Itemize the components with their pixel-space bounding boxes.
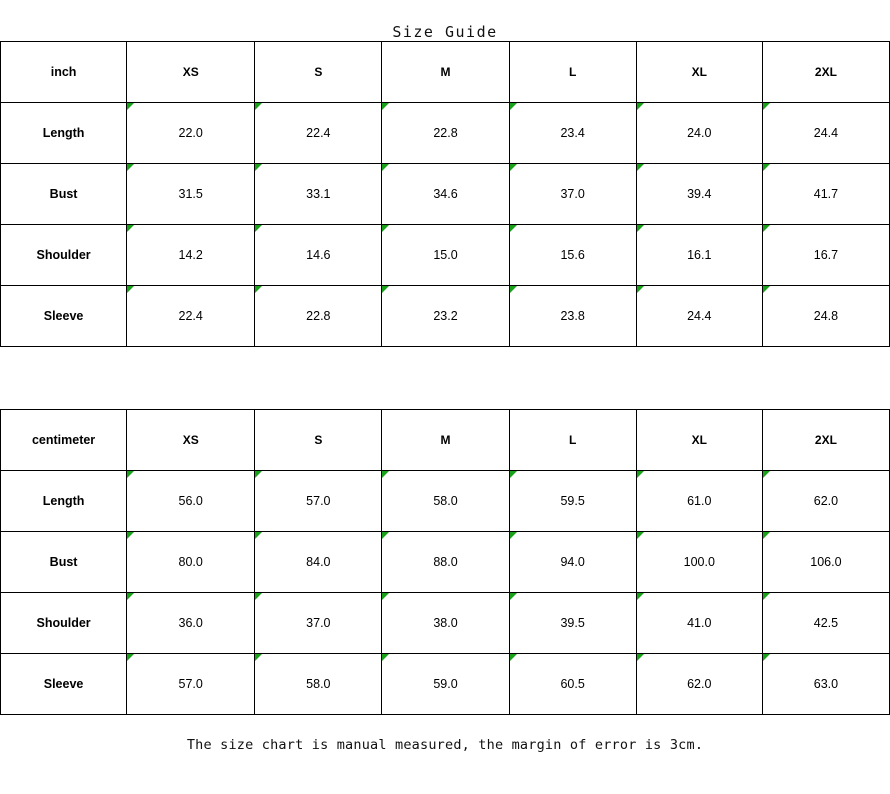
cell-value: 23.4 — [509, 103, 636, 164]
cell-value: 41.7 — [762, 164, 889, 225]
cell-value: 23.2 — [382, 286, 509, 347]
cell-value: 24.8 — [762, 286, 889, 347]
cell-value: 94.0 — [509, 532, 636, 593]
cell-value: 62.0 — [762, 471, 889, 532]
cell-value: 59.0 — [382, 654, 509, 715]
measurement-disclaimer: The size chart is manual measured, the margin of error is 3cm. — [186, 737, 704, 753]
cell-value: 15.6 — [509, 225, 636, 286]
page-title: Size Guide — [392, 23, 498, 41]
unit-label-inch: inch — [1, 42, 127, 103]
cell-value: 57.0 — [255, 471, 382, 532]
column-header-l: L — [509, 410, 636, 471]
table-header-row — [1, 410, 890, 471]
column-header-xl: XL — [636, 42, 762, 103]
row-label-shoulder: Shoulder — [1, 225, 127, 286]
table-row — [1, 286, 890, 347]
column-header-l: L — [509, 42, 636, 103]
size-table-centimeter — [0, 409, 890, 715]
cell-value: 22.4 — [127, 286, 255, 347]
cell-value: 59.5 — [509, 471, 636, 532]
cell-value: 58.0 — [382, 471, 509, 532]
row-label-length: Length — [1, 103, 127, 164]
table-row — [1, 593, 890, 654]
cell-value: 38.0 — [382, 593, 509, 654]
column-header-xs: XS — [127, 42, 255, 103]
cell-value: 34.6 — [382, 164, 509, 225]
cell-value: 33.1 — [255, 164, 382, 225]
table-gap-divider — [0, 347, 890, 409]
cell-value: 58.0 — [255, 654, 382, 715]
cell-value: 62.0 — [636, 654, 762, 715]
cell-value: 80.0 — [127, 532, 255, 593]
row-label-sleeve: Sleeve — [1, 286, 127, 347]
cell-value: 16.1 — [636, 225, 762, 286]
cell-value: 14.6 — [255, 225, 382, 286]
cell-value: 61.0 — [636, 471, 762, 532]
cell-value: 56.0 — [127, 471, 255, 532]
column-header-2xl: 2XL — [762, 42, 889, 103]
cell-value: 23.8 — [509, 286, 636, 347]
cell-value: 88.0 — [382, 532, 509, 593]
cell-value: 42.5 — [762, 593, 889, 654]
table-row — [1, 654, 890, 715]
cell-value: 39.4 — [636, 164, 762, 225]
row-label-length: Length — [1, 471, 127, 532]
cell-value: 63.0 — [762, 654, 889, 715]
column-header-m: M — [382, 410, 509, 471]
cell-value: 37.0 — [509, 164, 636, 225]
cell-value: 57.0 — [127, 654, 255, 715]
cell-value: 60.5 — [509, 654, 636, 715]
table-row — [1, 532, 890, 593]
cell-value: 16.7 — [762, 225, 889, 286]
cell-value: 15.0 — [382, 225, 509, 286]
cell-value: 37.0 — [255, 593, 382, 654]
cell-value: 24.4 — [762, 103, 889, 164]
cell-value: 106.0 — [762, 532, 889, 593]
cell-value: 22.8 — [255, 286, 382, 347]
unit-label-centimeter: centimeter — [1, 410, 127, 471]
column-header-s: S — [255, 42, 382, 103]
cell-value: 41.0 — [636, 593, 762, 654]
row-label-bust: Bust — [1, 532, 127, 593]
cell-value: 24.4 — [636, 286, 762, 347]
table-row — [1, 103, 890, 164]
column-header-2xl: 2XL — [762, 410, 889, 471]
cell-value: 36.0 — [127, 593, 255, 654]
column-header-s: S — [255, 410, 382, 471]
size-table-inch — [0, 41, 890, 347]
cell-value: 31.5 — [127, 164, 255, 225]
table-row — [1, 471, 890, 532]
column-header-xl: XL — [636, 410, 762, 471]
column-header-m: M — [382, 42, 509, 103]
cell-value: 84.0 — [255, 532, 382, 593]
table-row — [1, 225, 890, 286]
row-label-sleeve: Sleeve — [1, 654, 127, 715]
table-row — [1, 164, 890, 225]
cell-value: 22.8 — [382, 103, 509, 164]
cell-value: 14.2 — [127, 225, 255, 286]
column-header-xs: XS — [127, 410, 255, 471]
row-label-bust: Bust — [1, 164, 127, 225]
cell-value: 39.5 — [509, 593, 636, 654]
cell-value: 22.4 — [255, 103, 382, 164]
cell-value: 100.0 — [636, 532, 762, 593]
cell-value: 22.0 — [127, 103, 255, 164]
row-label-shoulder: Shoulder — [1, 593, 127, 654]
table-header-row — [1, 42, 890, 103]
cell-value: 24.0 — [636, 103, 762, 164]
